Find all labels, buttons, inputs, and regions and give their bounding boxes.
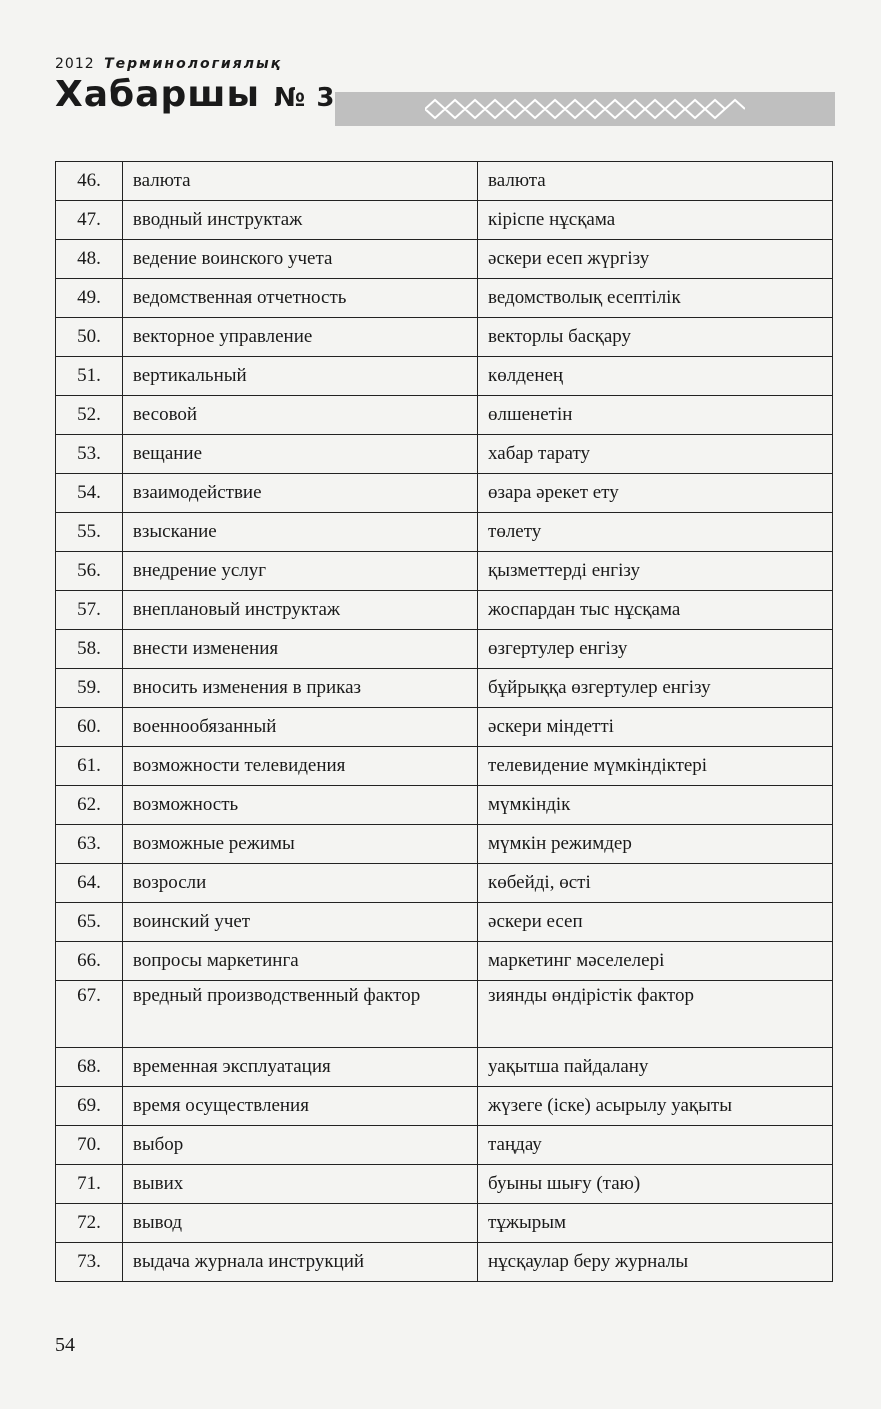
russian-term: взыскание [122, 513, 477, 552]
ornament-icon [425, 96, 745, 122]
row-number: 52. [56, 396, 123, 435]
table-row [56, 1048, 833, 1087]
russian-term: вредный производственный фактор [122, 981, 477, 1048]
kazakh-term: әскери міндетті [478, 708, 833, 747]
row-number: 48. [56, 240, 123, 279]
header-ornament-bar [335, 92, 835, 126]
row-number: 54. [56, 474, 123, 513]
russian-term: валюта [122, 162, 477, 201]
row-number: 49. [56, 279, 123, 318]
russian-term: ведомственная отчетность [122, 279, 477, 318]
row-number: 58. [56, 630, 123, 669]
table-row [56, 630, 833, 669]
russian-term: вносить изменения в приказ [122, 669, 477, 708]
kazakh-term: буыны шығу (таю) [478, 1165, 833, 1204]
table-row [56, 552, 833, 591]
table-row [56, 1165, 833, 1204]
row-number: 64. [56, 864, 123, 903]
row-number: 47. [56, 201, 123, 240]
table-row [56, 435, 833, 474]
kazakh-term: өзгертулер енгізу [478, 630, 833, 669]
table-row [56, 279, 833, 318]
kazakh-term: ведомстволық есептілік [478, 279, 833, 318]
russian-term: взаимодействие [122, 474, 477, 513]
table-row [56, 357, 833, 396]
russian-term: весовой [122, 396, 477, 435]
row-number: 66. [56, 942, 123, 981]
row-number: 71. [56, 1165, 123, 1204]
kazakh-term: бұйрыққа өзгертулер енгізу [478, 669, 833, 708]
row-number: 68. [56, 1048, 123, 1087]
kazakh-term: жүзеге (іске) асырылу уақыты [478, 1087, 833, 1126]
kazakh-term: уақытша пайдалану [478, 1048, 833, 1087]
row-number: 57. [56, 591, 123, 630]
table-row [56, 591, 833, 630]
russian-term: вещание [122, 435, 477, 474]
header-title: Хабаршы [55, 74, 261, 115]
table-row [56, 201, 833, 240]
row-number: 62. [56, 786, 123, 825]
row-number: 73. [56, 1243, 123, 1282]
row-number: 46. [56, 162, 123, 201]
table-row [56, 708, 833, 747]
russian-term: внедрение услуг [122, 552, 477, 591]
kazakh-term: өзара әрекет ету [478, 474, 833, 513]
table-row [56, 1243, 833, 1282]
header-issue: № 3 [274, 83, 336, 113]
table-row [56, 513, 833, 552]
row-number: 69. [56, 1087, 123, 1126]
row-number: 70. [56, 1126, 123, 1165]
kazakh-term: нұсқаулар беру журналы [478, 1243, 833, 1282]
kazakh-term: әскери есеп жүргізу [478, 240, 833, 279]
russian-term: вывих [122, 1165, 477, 1204]
table-row [56, 1204, 833, 1243]
row-number: 67. [56, 981, 123, 1048]
row-number: 61. [56, 747, 123, 786]
russian-term: ведение воинского учета [122, 240, 477, 279]
table-row [56, 786, 833, 825]
russian-term: временная эксплуатация [122, 1048, 477, 1087]
russian-term: воинский учет [122, 903, 477, 942]
table-row [56, 396, 833, 435]
russian-term: выбор [122, 1126, 477, 1165]
russian-term: военнообязанный [122, 708, 477, 747]
kazakh-term: көбейді, өсті [478, 864, 833, 903]
kazakh-term: мүмкін режимдер [478, 825, 833, 864]
row-number: 65. [56, 903, 123, 942]
row-number: 55. [56, 513, 123, 552]
row-number: 56. [56, 552, 123, 591]
table-row [56, 1126, 833, 1165]
kazakh-term: жоспардан тыс нұсқама [478, 591, 833, 630]
table-row [56, 747, 833, 786]
table-row [56, 669, 833, 708]
russian-term: возможности телевидения [122, 747, 477, 786]
kazakh-term: кіріспе нұсқама [478, 201, 833, 240]
kazakh-term: көлденең [478, 357, 833, 396]
table-row [56, 162, 833, 201]
kazakh-term: хабар тарату [478, 435, 833, 474]
kazakh-term: таңдау [478, 1126, 833, 1165]
kazakh-term: төлету [478, 513, 833, 552]
table-row [56, 981, 833, 1048]
kazakh-term: қызметтерді енгізу [478, 552, 833, 591]
russian-term: возможные режимы [122, 825, 477, 864]
table-row [56, 474, 833, 513]
page-number: 54 [55, 1334, 75, 1356]
russian-term: векторное управление [122, 318, 477, 357]
table-row [56, 903, 833, 942]
row-number: 72. [56, 1204, 123, 1243]
table-row [56, 1087, 833, 1126]
table-row [56, 825, 833, 864]
kazakh-term: зиянды өндірістік фактор [478, 981, 833, 1048]
kazakh-term: маркетинг мәселелері [478, 942, 833, 981]
russian-term: возможность [122, 786, 477, 825]
row-number: 51. [56, 357, 123, 396]
header-subtitle: Терминологиялық [104, 56, 283, 72]
kazakh-term: валюта [478, 162, 833, 201]
russian-term: вводный инструктаж [122, 201, 477, 240]
kazakh-term: тұжырым [478, 1204, 833, 1243]
kazakh-term: әскери есеп [478, 903, 833, 942]
russian-term: вертикальный [122, 357, 477, 396]
kazakh-term: телевидение мүмкіндіктері [478, 747, 833, 786]
table-row [56, 318, 833, 357]
table-row [56, 864, 833, 903]
russian-term: возросли [122, 864, 477, 903]
page-header [55, 52, 835, 132]
russian-term: вывод [122, 1204, 477, 1243]
russian-term: время осуществления [122, 1087, 477, 1126]
kazakh-term: векторлы басқару [478, 318, 833, 357]
russian-term: выдача журнала инструкций [122, 1243, 477, 1282]
row-number: 50. [56, 318, 123, 357]
row-number: 53. [56, 435, 123, 474]
russian-term: вопросы маркетинга [122, 942, 477, 981]
kazakh-term: өлшенетін [478, 396, 833, 435]
table-row [56, 240, 833, 279]
row-number: 59. [56, 669, 123, 708]
russian-term: внеплановый инструктаж [122, 591, 477, 630]
terms-table [55, 161, 833, 1282]
table-row [56, 942, 833, 981]
header-year: 2012 [55, 56, 95, 72]
kazakh-term: мүмкіндік [478, 786, 833, 825]
russian-term: внести изменения [122, 630, 477, 669]
row-number: 60. [56, 708, 123, 747]
row-number: 63. [56, 825, 123, 864]
